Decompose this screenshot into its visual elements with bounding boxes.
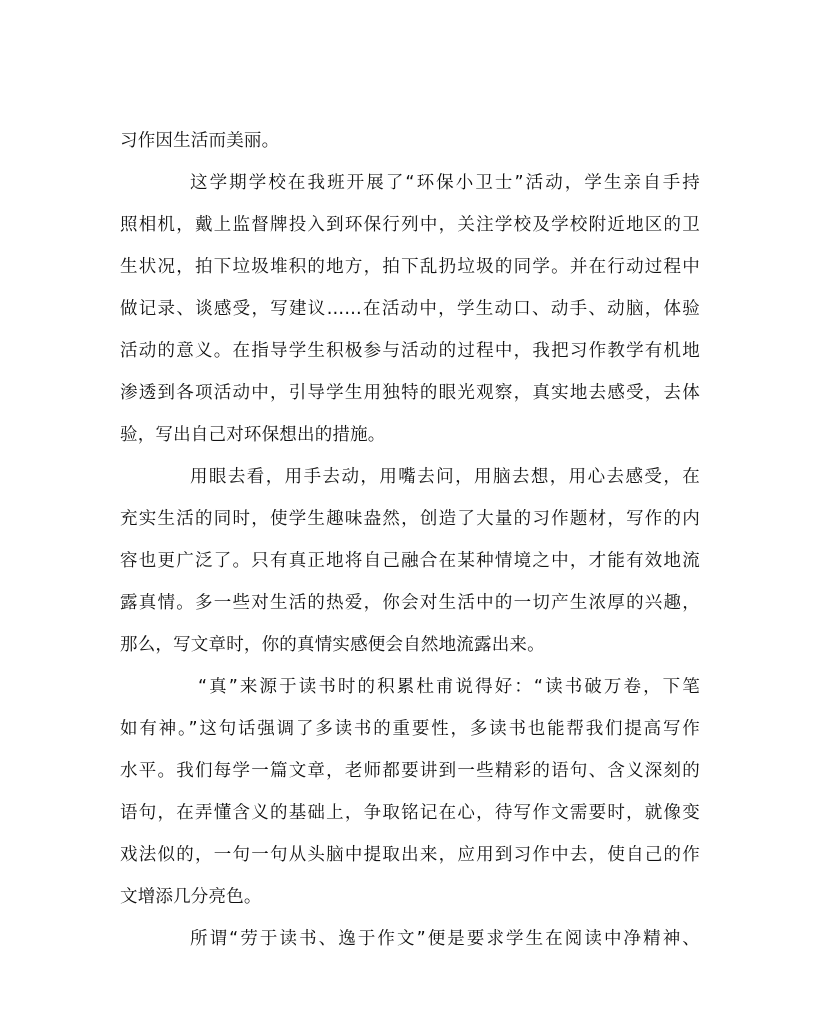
text-line: 照相机，戴上监督牌投入到环保行列中，关注学校及学校附近地区的卫 <box>120 215 700 235</box>
text-line: 戏法似的，一句一句从头脑中提取出来，应用到习作中去，使自己的作 <box>120 845 700 865</box>
text-line: 活动的意义。在指导学生积极参与活动的过程中，我把习作教学有机地 <box>120 341 700 361</box>
text-line: 验，写出自己对环保想出的措施。 <box>120 425 386 445</box>
text-line: 充实生活的同时，使学生趣味盎然，创造了大量的习作题材，写作的内 <box>120 509 700 529</box>
text-line: “真”来源于读书时的积累杜甫说得好：“读书破万卷，下笔 <box>198 677 700 697</box>
text-line: 用眼去看，用手去动，用嘴去问，用脑去想，用心去感受，在 <box>190 467 700 487</box>
text-line: 生状况，拍下垃圾堆积的地方，拍下乱扔垃圾的同学。并在行动过程中 <box>120 257 700 277</box>
text-line: 做记录、谈感受，写建议……在活动中，学生动口、动手、动脑，体验 <box>120 299 700 319</box>
text-line: 习作因生活而美丽。 <box>120 131 280 151</box>
text-line: 渗透到各项活动中，引导学生用独特的眼光观察，真实地去感受，去体 <box>120 383 700 403</box>
text-line: 水平。我们每学一篇文章，老师都要讲到一些精彩的语句、含义深刻的 <box>120 761 700 781</box>
text-line: 容也更广泛了。只有真正地将自己融合在某种情境之中，才能有效地流 <box>120 551 700 571</box>
text-line: 露真情。多一些对生活的热爱，你会对生活中的一切产生浓厚的兴趣， <box>120 593 700 613</box>
text-line: 语句，在弄懂含义的基础上，争取铭记在心，待写作文需要时，就像变 <box>120 803 700 823</box>
text-line: 文增添几分亮色。 <box>120 887 262 907</box>
text-line: 所谓“劳于读书、逸于作文”便是要求学生在阅读中净精神、 <box>190 929 700 949</box>
text-line: 那么，写文章时，你的真情实感便会自然地流露出来。 <box>120 635 545 655</box>
text-line: 这学期学校在我班开展了“环保小卫士”活动，学生亲自手持 <box>190 173 700 193</box>
text-line: 如有神。”这句话强调了多读书的重要性，多读书也能帮我们提高写作 <box>120 719 700 739</box>
